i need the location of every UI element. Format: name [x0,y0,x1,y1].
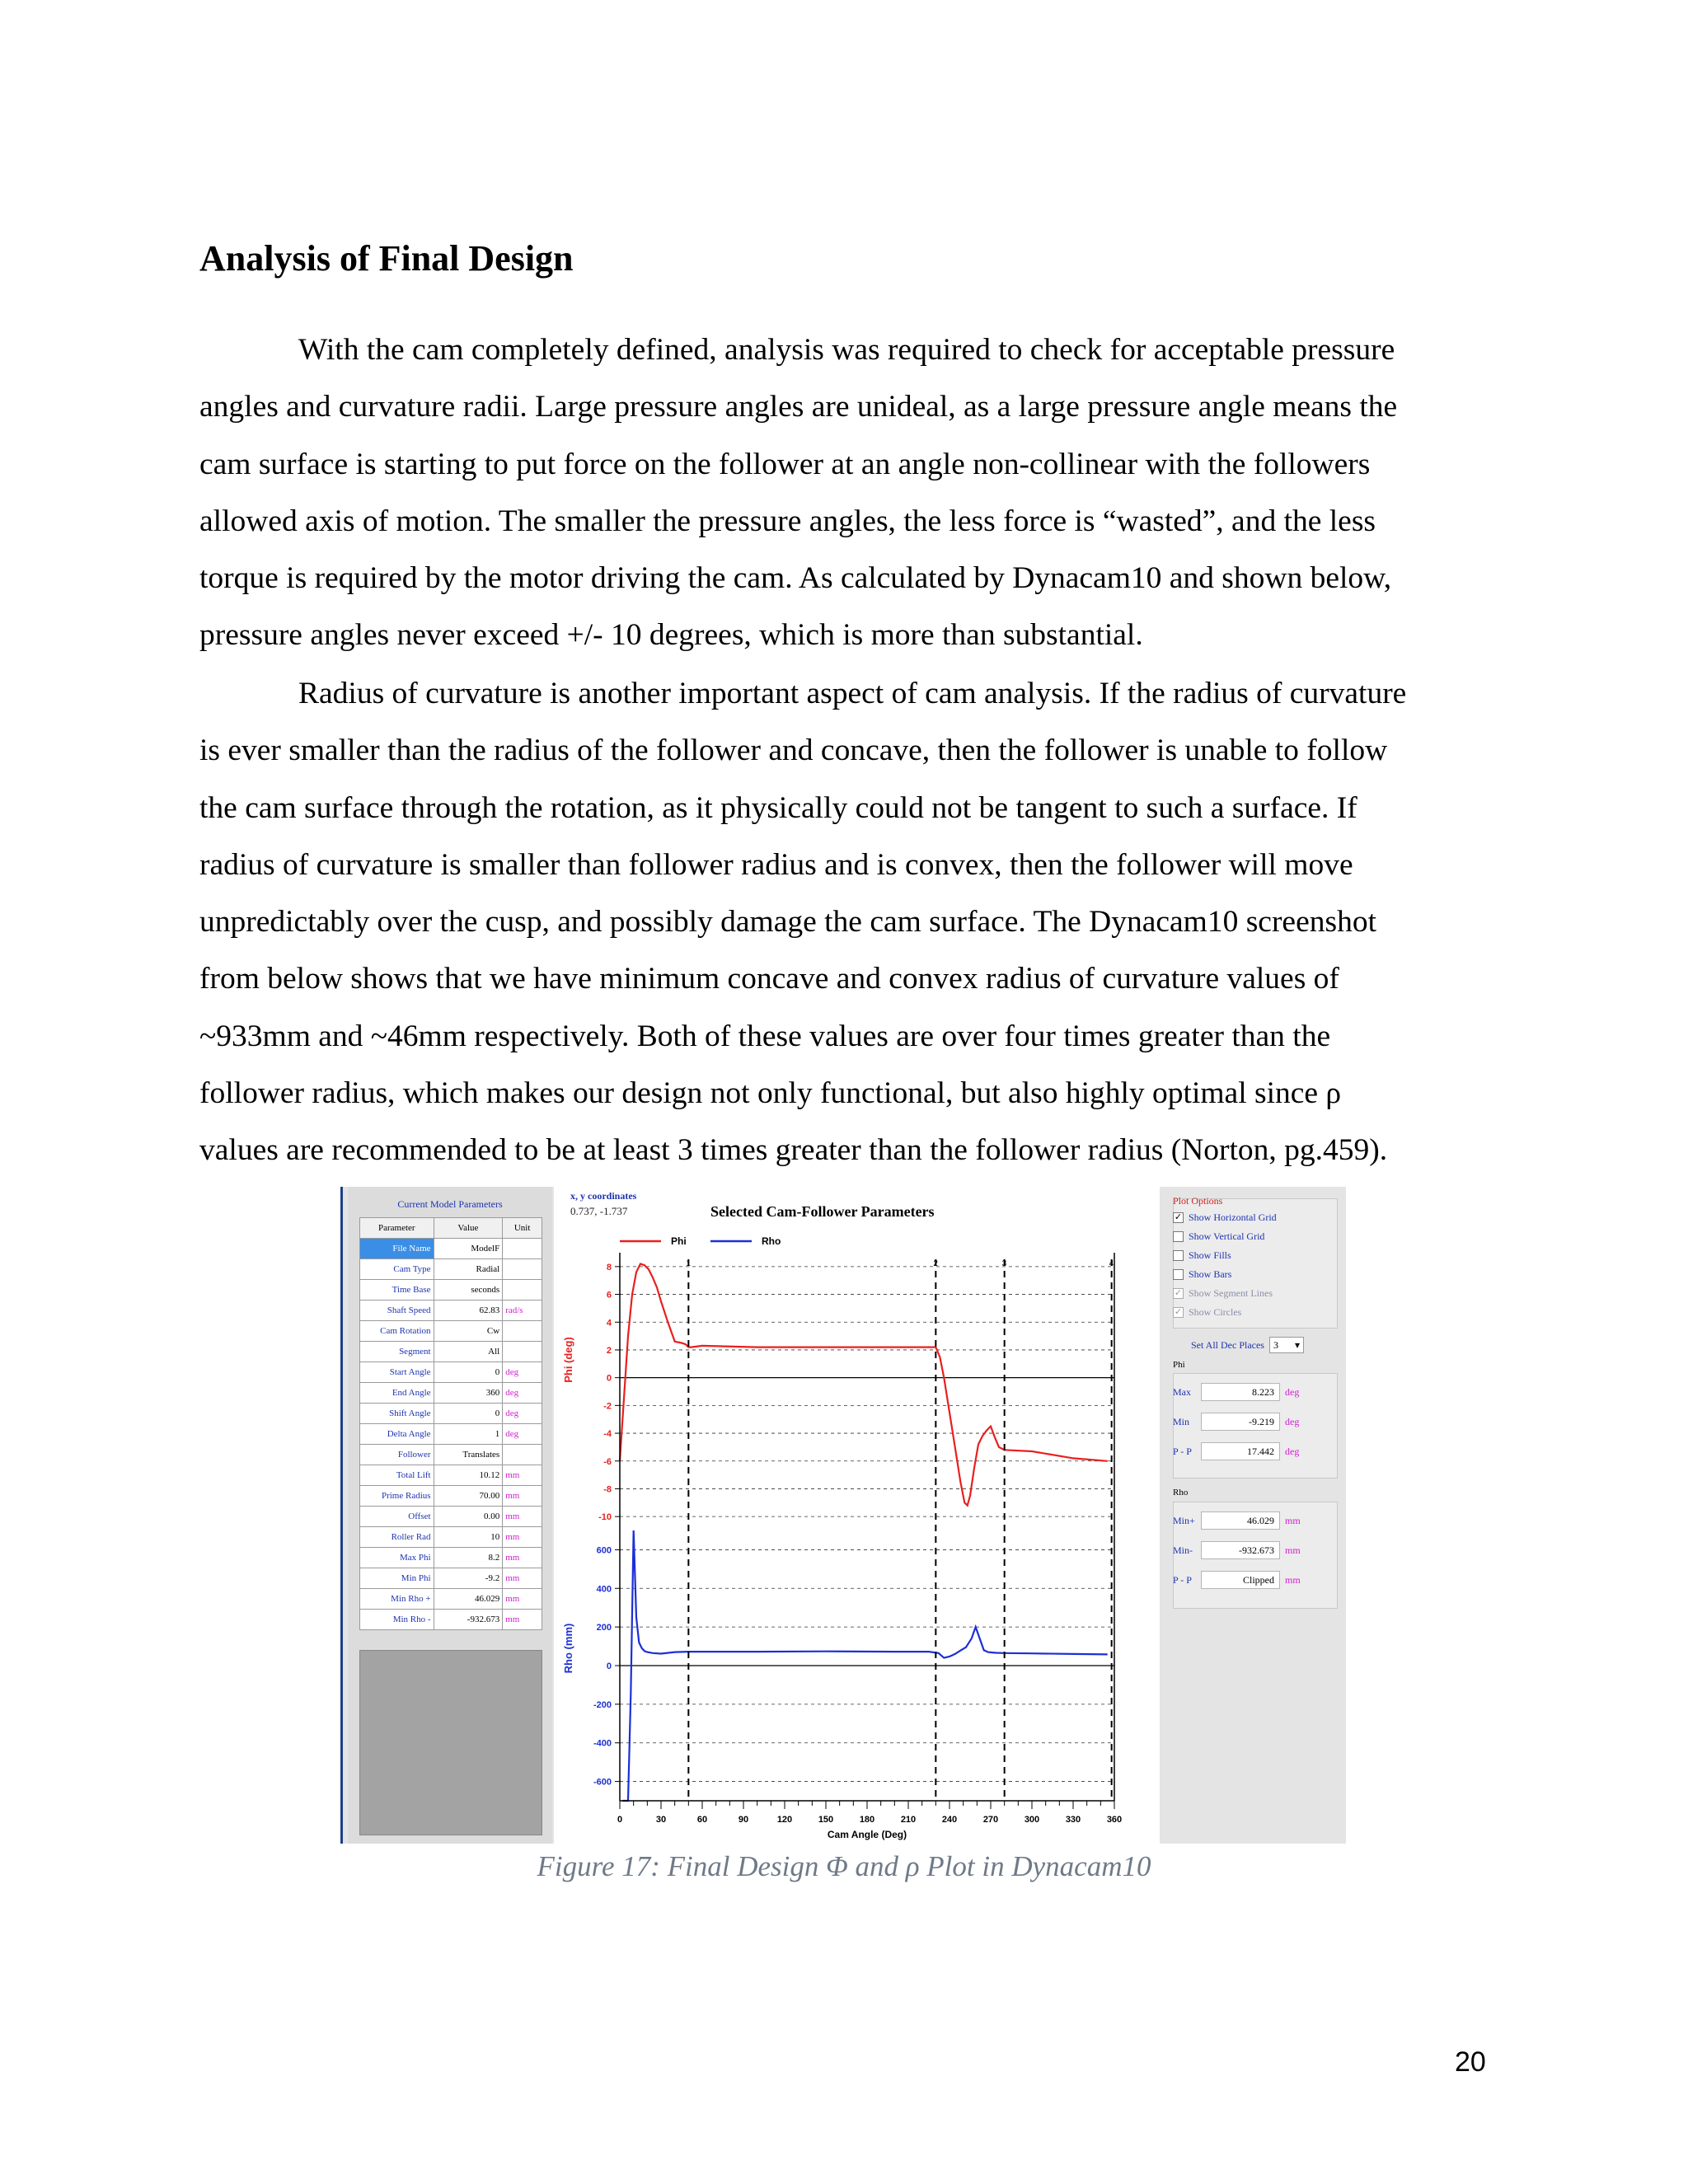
paragraph-radius-of-curvature [199,665,1518,1179]
parameter-name[interactable]: Cam Type [360,1259,434,1280]
x-tick-label: 150 [818,1815,834,1825]
parameters-empty-area [359,1650,542,1835]
y-tick-label: -600 [593,1777,612,1788]
value-field: 8.223 [1201,1383,1280,1401]
parameter-name[interactable]: Shift Angle [360,1404,434,1424]
y-axis-label: Rho (mm) [562,1623,574,1674]
value-field: 46.029 [1201,1511,1280,1530]
paragraph-line: Radius of curvature is another important aspect of cam analysis. If the radius of curvature [298,677,1407,710]
rho-rows-row [1173,1541,1301,1559]
parameter-row[interactable] [360,1445,542,1465]
paragraph-line: unpredictably over the cusp, and possibly damage the cam surface. The Dynacam10 screenshot [199,905,1376,940]
parameter-row[interactable] [360,1239,542,1259]
parameter-unit [503,1445,542,1465]
parameter-unit: deg [503,1404,542,1424]
plot-options-title: Plot Options [1173,1195,1223,1207]
checkmark-icon: ✓ [1174,1307,1183,1317]
plot-option-label: Show Fills [1189,1249,1231,1261]
parameter-name[interactable]: Cam Rotation [360,1321,434,1342]
parameter-name[interactable]: Min Rho + [360,1589,434,1610]
phi-rho-chart [554,1187,1160,1844]
checkbox[interactable] [1173,1212,1184,1223]
parameter-name[interactable]: Roller Rad [360,1527,434,1548]
parameter-name[interactable]: Prime Radius [360,1486,434,1507]
parameter-unit: mm [503,1548,542,1568]
y-tick-label: -2 [603,1401,612,1412]
parameter-unit: rad/s [503,1301,542,1321]
y-tick-label: 2 [606,1345,612,1356]
parameter-value[interactable]: ModelF [434,1239,503,1259]
parameter-name[interactable]: Max Phi [360,1548,434,1568]
parameter-value[interactable]: -932.673 [434,1610,503,1630]
x-tick-label: 270 [982,1815,999,1825]
parameter-name[interactable]: File Name [360,1239,434,1259]
x-tick-label: 30 [655,1815,667,1825]
decimal-places-row [1191,1337,1304,1353]
paragraph-line: follower radius, which makes our design not only functional, but also highly optimal since ρ [199,1076,1342,1111]
parameter-unit [503,1280,542,1301]
segment-label: 4 [1109,1259,1114,1268]
paragraph-line: allowed axis of motion. The smaller the pressure angles, the less force is “wasted”, and the less [199,504,1376,538]
value-unit: mm [1285,1573,1301,1586]
parameter-unit [503,1239,542,1259]
x-tick-label: 90 [738,1815,749,1825]
paragraph-line: With the cam completely defined, analysis was required to check for acceptable pressure [298,333,1395,367]
value-unit: deg [1285,1445,1300,1457]
y-tick-label: 6 [606,1290,612,1301]
plot-option-label: Show Circles [1189,1306,1242,1318]
x-tick-label: 330 [1065,1815,1081,1825]
parameter-name[interactable]: Time Base [360,1280,434,1301]
parameter-row[interactable] [360,1404,542,1424]
legend-label: Phi [671,1235,687,1247]
segment-label: 1 [686,1259,691,1268]
parameter-value[interactable]: 10.12 [434,1465,503,1486]
parameters-title: Current Model Parameters [397,1198,503,1210]
parameter-name[interactable]: Min Phi [360,1568,434,1589]
x-tick-label: 360 [1106,1815,1123,1825]
column-header: Parameter [360,1218,434,1239]
checkbox [1173,1307,1184,1318]
x-tick-label: 300 [1024,1815,1040,1825]
x-axis-label: Cam Angle (Deg) [827,1829,907,1840]
parameter-value[interactable]: 0 [434,1362,503,1383]
parameter-row[interactable] [360,1589,542,1610]
paragraph-pressure-angles [199,321,1518,664]
y-tick-label: 4 [606,1318,612,1329]
parameter-name[interactable]: End Angle [360,1383,434,1404]
checkmark-icon: ✓ [1174,1288,1183,1298]
parameter-row[interactable] [360,1548,542,1568]
paragraph-line: torque is required by the motor driving the cam. As calculated by Dynacam10 and shown below, [199,561,1392,596]
parameter-value[interactable]: All [434,1342,503,1362]
parameter-name[interactable]: Segment [360,1342,434,1362]
parameters-header-row [360,1218,542,1239]
parameter-name[interactable]: Shaft Speed [360,1301,434,1321]
value-label: Min- [1173,1544,1193,1556]
parameters-table [359,1217,542,1630]
plot-option-label: Show Vertical Grid [1189,1230,1265,1242]
y-tick-label: -8 [603,1484,612,1495]
parameter-row[interactable] [360,1259,542,1280]
parameter-row[interactable] [360,1568,542,1589]
parameter-row[interactable] [360,1486,542,1507]
parameter-value[interactable]: 0.00 [434,1507,503,1527]
parameter-name[interactable]: Total Lift [360,1465,434,1486]
paragraph-line: values are recommended to be at least 3 times greater than the follower radius (Norton, pg.459). [199,1133,1388,1168]
parameter-name[interactable]: Min Rho - [360,1610,434,1630]
value-field: -9.219 [1201,1413,1280,1431]
y-tick-label: 200 [596,1623,612,1633]
paragraph-line: cam surface is starting to put force on the follower at an angle non-collinear with the followers [199,447,1371,481]
y-tick-label: 0 [606,1661,612,1671]
y-tick-label: 400 [596,1584,612,1595]
value-field: Clipped [1201,1571,1280,1589]
section-heading: Analysis of Final Design [199,238,574,279]
parameter-row[interactable] [360,1507,542,1527]
parameter-value[interactable]: 0 [434,1404,503,1424]
parameter-unit: mm [503,1610,542,1630]
parameter-row[interactable] [360,1362,542,1383]
parameter-row[interactable] [360,1465,542,1486]
parameter-unit: mm [503,1486,542,1507]
plot-title: Selected Cam-Follower Parameters [710,1203,935,1220]
value-label: Max [1173,1385,1191,1398]
parameter-value[interactable]: 10 [434,1527,503,1548]
checkbox[interactable] [1173,1250,1184,1261]
phi-rows-row [1173,1413,1299,1431]
plot-option-row[interactable] [1173,1230,1264,1243]
plot-option-row [1173,1306,1241,1319]
figure-caption: Figure 17: Final Design Φ and ρ Plot in Dynacam10 [537,1850,1151,1882]
x-tick-label: 60 [696,1815,708,1825]
value-unit: deg [1285,1415,1300,1427]
plot-area[interactable] [554,1187,1160,1844]
parameter-unit: deg [503,1424,542,1445]
y-tick-label: 0 [606,1373,612,1384]
chevron-down-icon: ▾ [1294,1338,1300,1351]
y-tick-label: 600 [596,1545,612,1556]
parameter-row[interactable] [360,1527,542,1548]
value-label: Min+ [1173,1514,1195,1526]
value-label: Min [1173,1415,1190,1427]
checkbox[interactable] [1173,1231,1184,1242]
parameter-unit: deg [503,1362,542,1383]
parameter-name[interactable]: Delta Angle [360,1424,434,1445]
y-axis-label: Phi (deg) [562,1337,574,1383]
parameter-value[interactable]: 360 [434,1383,503,1404]
value-field: 17.442 [1201,1442,1280,1460]
value-unit: mm [1285,1514,1301,1526]
plot-option-row[interactable] [1173,1212,1277,1224]
plot-option-row[interactable] [1173,1249,1231,1262]
checkbox[interactable] [1173,1269,1184,1280]
checkmark-icon: ✓ [1174,1212,1183,1222]
plot-option-label: Show Horizontal Grid [1189,1212,1277,1223]
parameter-value[interactable]: 62.83 [434,1301,503,1321]
parameter-value[interactable]: Radial [434,1259,503,1280]
parameter-unit: mm [503,1589,542,1610]
x-tick-label: 210 [900,1815,917,1825]
plot-option-row [1173,1287,1273,1300]
paragraph-line: is ever smaller than the radius of the follower and concave, then the follower is unable to follow [199,733,1388,768]
parameter-name[interactable]: Follower [360,1445,434,1465]
legend-label: Rho [762,1235,781,1247]
value-unit: deg [1285,1385,1300,1398]
parameter-row[interactable] [360,1383,542,1404]
parameter-value[interactable]: seconds [434,1280,503,1301]
plot-options-panel [1163,1187,1346,1844]
parameter-name[interactable]: Start Angle [360,1362,434,1383]
parameter-unit: mm [503,1568,542,1589]
parameter-value[interactable]: -9.2 [434,1568,503,1589]
segment-label: 2 [933,1259,938,1268]
parameter-value[interactable]: Translates [434,1445,503,1465]
value-label: P - P [1173,1445,1192,1457]
parameter-row[interactable] [360,1610,542,1630]
phi-rows-row [1173,1442,1299,1460]
phi-rows-row [1173,1383,1299,1401]
y-tick-label: 8 [606,1262,612,1272]
parameter-value[interactable]: Cw [434,1321,503,1342]
x-tick-label: 120 [776,1815,793,1825]
rho-rows-row [1173,1571,1301,1589]
page-number: 20 [1455,2046,1486,2078]
model-parameters-panel [348,1187,552,1844]
coordinates-value: 0.737, -1.737 [570,1205,628,1217]
parameter-unit [503,1259,542,1280]
paragraph-line: radius of curvature is smaller than follower radius and is convex, then the follower will move [199,847,1353,882]
parameter-value[interactable]: 70.00 [434,1486,503,1507]
parameter-unit: mm [503,1507,542,1527]
x-tick-label: 240 [941,1815,958,1825]
y-tick-label: -4 [603,1429,612,1440]
paragraph-line: the cam surface through the rotation, as it physically could not be tangent to such a surface. If [199,790,1357,825]
column-header: Value [434,1218,503,1239]
decimal-places-select[interactable]: 3 ▾ [1269,1337,1304,1353]
paragraph-line: ~933mm and ~46mm respectively. Both of these values are over four times greater than the [199,1019,1331,1053]
plot-option-label: Show Segment Lines [1189,1287,1273,1299]
parameter-unit: deg [503,1383,542,1404]
paragraph-line: angles and curvature radii. Large pressure angles are unideal, as a large pressure angle means the [199,390,1398,424]
y-tick-label: -200 [593,1699,612,1710]
checkbox [1173,1288,1184,1299]
parameter-value[interactable]: 46.029 [434,1589,503,1610]
value-unit: mm [1285,1544,1301,1556]
rho-rows-row [1173,1511,1301,1530]
parameter-row[interactable] [360,1342,542,1362]
parameter-unit: mm [503,1465,542,1486]
dynacam-screenshot [340,1187,1346,1844]
parameter-unit: mm [503,1527,542,1548]
rho-group-label: Rho [1173,1488,1189,1497]
parameter-value[interactable]: 8.2 [434,1548,503,1568]
segment-label: 3 [1001,1259,1007,1268]
paragraph-line: from below shows that we have minimum concave and convex radius of curvature values of [199,962,1339,996]
parameter-row[interactable] [360,1424,542,1445]
value-label: P - P [1173,1573,1192,1586]
paragraph-line: pressure angles never exceed +/- 10 degrees, which is more than substantial. [199,618,1143,653]
y-tick-label: -6 [603,1456,612,1467]
parameter-name[interactable]: Offset [360,1507,434,1527]
parameter-value[interactable]: 1 [434,1424,503,1445]
parameter-unit [503,1342,542,1362]
series-line-phi [620,1264,1108,1506]
x-tick-label: 180 [859,1815,875,1825]
column-header: Unit [503,1218,542,1239]
y-tick-label: -400 [593,1738,612,1749]
value-field: -932.673 [1201,1541,1280,1559]
plot-option-label: Show Bars [1189,1268,1232,1280]
parameter-row[interactable] [360,1321,542,1342]
parameter-row[interactable] [360,1280,542,1301]
coordinates-label: x, y coordinates [570,1190,637,1202]
x-tick-label: 0 [617,1815,623,1825]
plot-option-row[interactable] [1173,1268,1231,1281]
parameter-unit [503,1321,542,1342]
y-tick-label: -10 [598,1512,612,1523]
parameter-row[interactable] [360,1301,542,1321]
decimal-places-label: Set All Dec Places [1191,1338,1264,1351]
phi-group-label: Phi [1173,1360,1185,1370]
